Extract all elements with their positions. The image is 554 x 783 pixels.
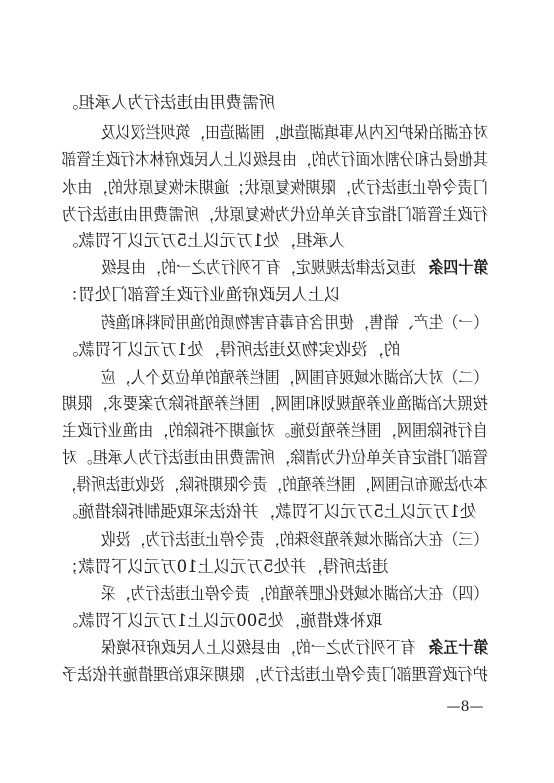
text-line: [0, 554, 554, 580]
text-line: [0, 147, 554, 173]
text-line: [0, 90, 554, 116]
line-text: 护行政管理部门责令停止违法行为，限期采取治理措施并依法予: [62, 665, 488, 684]
text-line: [0, 282, 554, 308]
text-line: [0, 608, 554, 634]
text-line: [0, 635, 554, 661]
line-text: 对在湖泊保护区内从事填湖造地，围湖造田，筑坝拦汊以及: [100, 123, 489, 142]
line-text: 本办法颁布后围网，围栏养殖的，责令限期拆除，没收违法所得，: [62, 475, 489, 494]
text-line: [0, 310, 554, 336]
text-line: [0, 202, 554, 228]
text-line: [0, 365, 554, 391]
line-text: 的，没收实物及违法所得，处1万元以下罚款。: [62, 340, 401, 359]
text-line: [0, 527, 554, 553]
text-line: [0, 445, 554, 471]
text-line: [0, 499, 554, 525]
line-text: 门责令停止违法行为，限期恢复原状；逾期未恢复原状的，由水: [62, 178, 488, 197]
line-text: 有下列行为之一的，由县级以上人民政府环境保: [100, 638, 416, 657]
article-heading: 第十五条: [427, 638, 488, 657]
line-text: （一）生产、销售，使用含有毒有害物质的渔用饲料和渔药: [100, 313, 489, 332]
line-text: 按照大冶湖渔业养殖规划和围网，围栏养殖拆除方案要求，限期: [62, 394, 488, 413]
text-line: [0, 337, 554, 363]
line-text: 自行拆除围网，围栏养殖设施。对逾期不拆除的，由渔业行政主: [62, 421, 488, 440]
line-text: 违反法律法规规定，有下列行为之一的，由县级: [100, 258, 416, 277]
line-text: 处1万元以上5万元以下罚款，并依法采取强制拆除措施。: [62, 502, 477, 521]
line-text: 人承担，处1万元以上5万元以下罚款。: [62, 231, 346, 250]
line-text: 取补救措施，处500元以上1万元以下罚款。: [62, 611, 383, 630]
line-text: （三）在大冶湖水域养殖珍珠的，责令停止违法行为，没收: [100, 530, 489, 549]
line-text: 所需费用由违法行为人承担。: [62, 93, 276, 112]
text-line: [0, 581, 554, 607]
text-line: [0, 472, 554, 498]
text-line: [0, 255, 554, 281]
text-line: [0, 662, 554, 688]
line-text: （二）对大冶湖水域现有围网，围栏养殖的单位及个人，应: [100, 368, 489, 387]
line-text: 行政主管部门指定有关单位代为恢复原状，所需费用由违法行为: [62, 205, 488, 224]
text-line: [0, 120, 554, 146]
text-line: [0, 175, 554, 201]
line-text: 违法所得，并处5万元以上10万元以下罚款；: [62, 557, 389, 576]
line-text: （四）在大冶湖水域投化肥养殖的，责令停止违法行为，采: [100, 584, 489, 603]
text-line: [0, 228, 554, 254]
article-heading: 第十四条: [427, 258, 488, 277]
line-text: 以上人民政府渔业行政主管部门处罚：: [62, 285, 341, 304]
text-line: [0, 418, 554, 444]
text-line: [0, 391, 554, 417]
page-number: —8—: [446, 699, 484, 715]
line-text: 其他侵占和分割水面行为的，由县级以上人民政府林木行政主管部: [62, 150, 489, 169]
line-text: 管部门指定有关单位代为清除，所需费用由违法行为人承担。对: [62, 448, 488, 467]
